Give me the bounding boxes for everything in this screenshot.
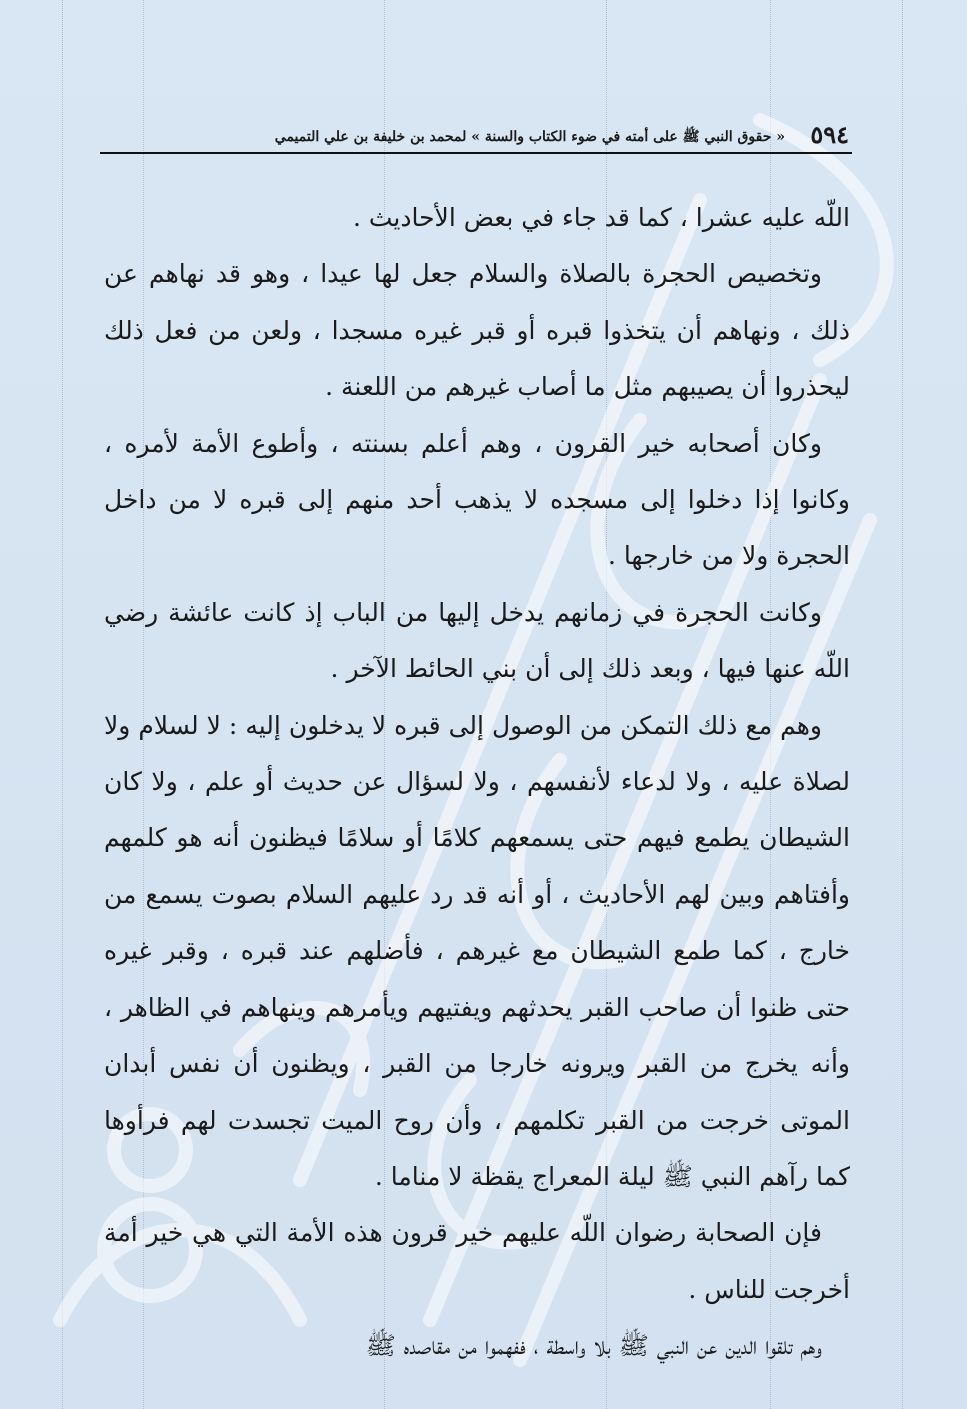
paragraph: وهم مع ذلك التمكن من الوصول إلى قبره لا يدخلون إليه : لا لسلام ولا لصلاة عليه ، ولا لدعاء لأنفسهم ، ولا لسؤال عن حديث أو علم ، ولا كان الشيطان يطمع فيهم حتى يسمعهم كلامًا أو سلامًا فيظنون أنه هو كلمهم وأفتاهم وبين لهم الأحاديث ، أو أنه قد رد عليهم السلام بصوت يسمع من خارج ، كما طمع الشيطان مع غيرهم ، فأضلهم عند قبره ، وقبر غيره حتى ظنوا أن صاحب القبر يحدثهم ويفتيهم ويأمرهم وينهاهم في الظاهر ، وأنه يخرج من القبر ويرونه خارجا من القبر ، ويظنون أن نفس أبدان الموتى خرجت من القبر تكلمهم ، وأن روح الميت تجسدت لهم فرأوها كما رآهم النبي ﷺ ليلة المعراج يقظة لا مناما . [104,710,850,1191]
paragraph: وكان أصحابه خير القرون ، وهم أعلم بسنته ، وأطوع الأمة لأمره ، وكانوا إذا دخلوا إلى مسجده لا يذهب أحد منهم إلى قبره لا من داخل الحجرة ولا من خارجها . [104,428,850,571]
body-text [104,190,850,1375]
page-number: ٥٩٤ [810,120,849,149]
paragraph: اللّه عليه عشرا ، كما قد جاء في بعض الأحاديث . [352,203,850,232]
paragraph: وتخصيص الحجرة بالصلاة والسلام جعل لها عيدا ، وهو قد نهاهم عن ذلك ، ونهاهم أن يتخذوا قبره أو قبر غيره مسجدا ، ولعن من فعل ذلك ليحذروا أن يصيبهم مثل ما أصاب غيرهم من اللعنة . [104,259,850,402]
scan-line [62,0,63,1409]
paragraph: فإن الصحابة رضوان اللّه عليهم خير قرون هذه الأمة التي هي خير أمة أخرجت للناس . [104,1218,850,1304]
scan-line [902,0,903,1409]
running-title: « حقوق النبي ﷺ على أمته في ضوء الكتاب والسنة » لمحمد بن خليفة بن علي التميمي [274,129,785,145]
paragraph: وهم تلقوا الدين عن النبي ﷺ بلا واسطة ، ففهموا من مقاصده ﷺ [365,1331,822,1361]
header-rule [100,152,852,154]
paragraph: وكانت الحجرة في زمانهم يدخل إليها من الباب إذ كانت عائشة رضي اللّه عنها فيها ، وبعد ذلك إلى أن بني الحائط الآخر . [104,597,850,684]
